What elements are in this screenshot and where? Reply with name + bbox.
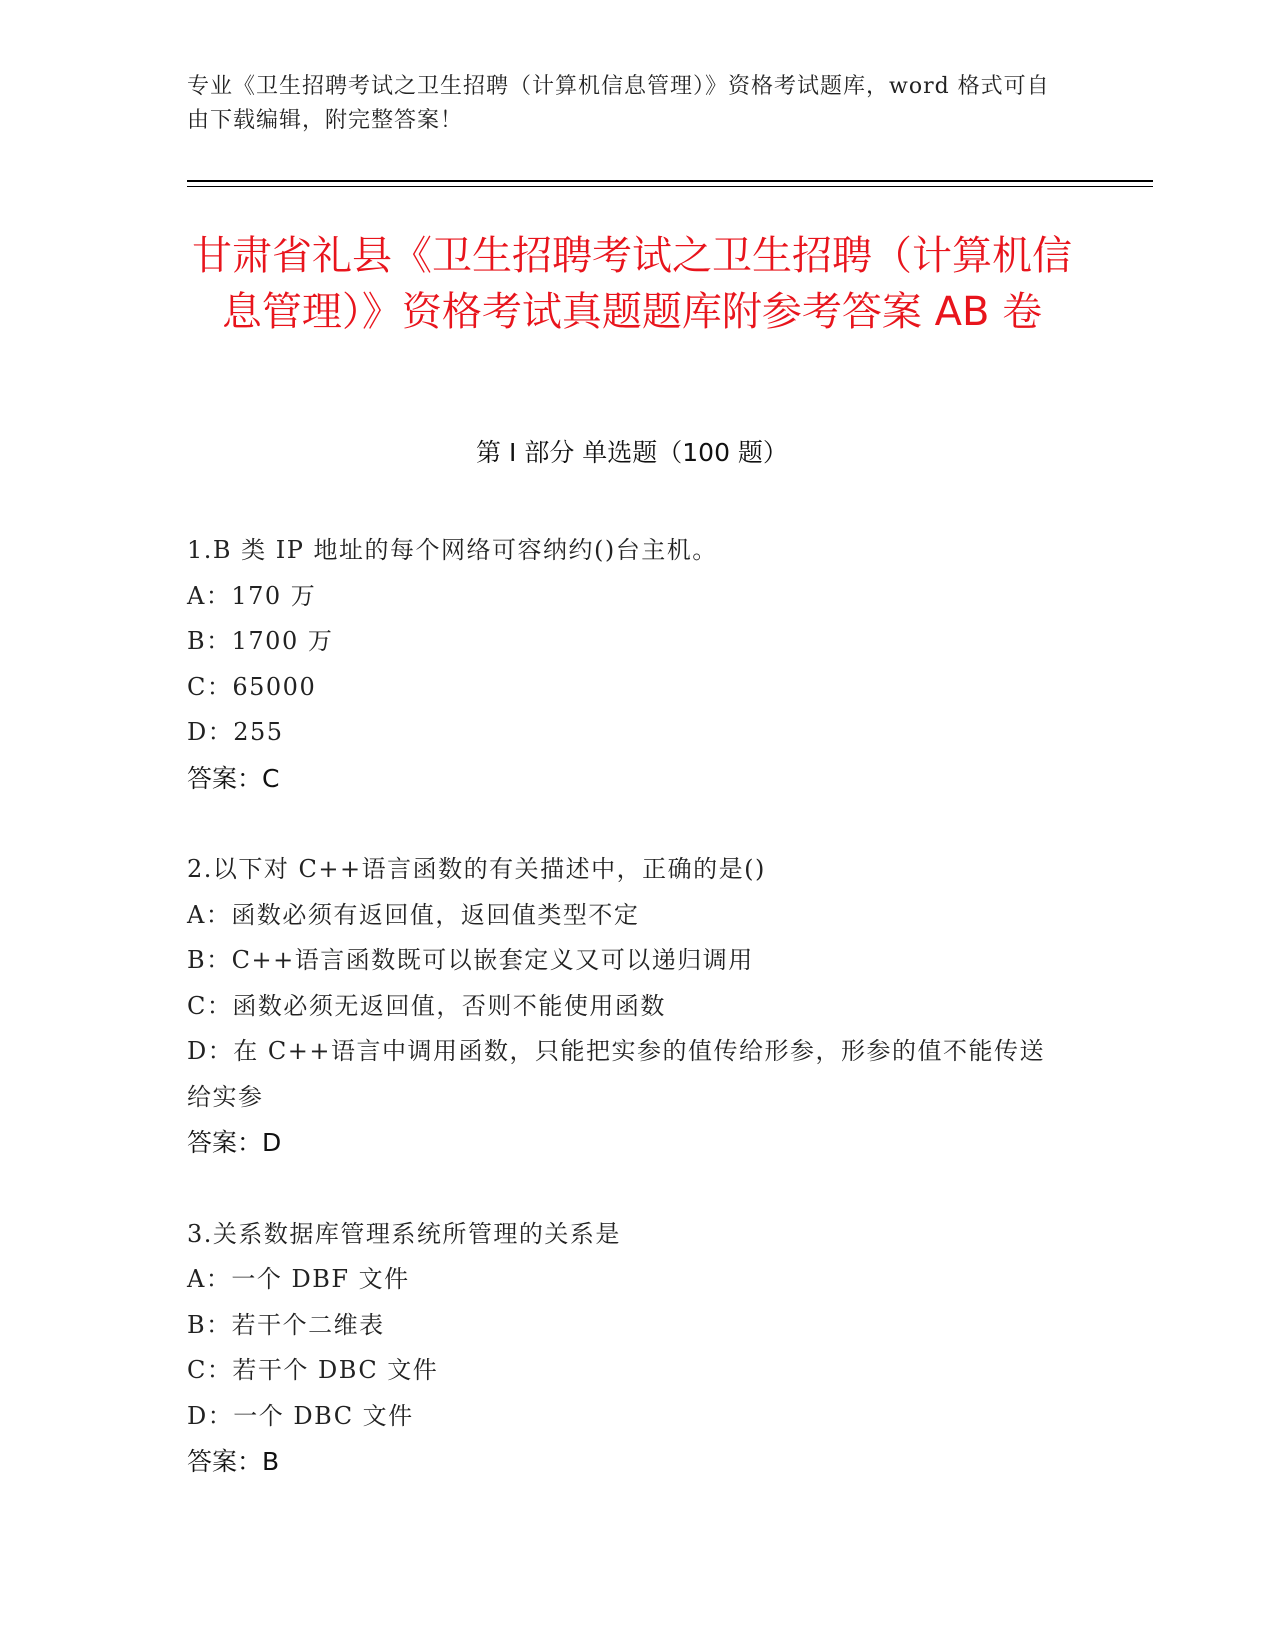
answer-line: 答案：D [187,1128,282,1157]
option-a: A：函数必须有返回值，返回值类型不定 [187,900,640,929]
question-text: 1.B 类 IP 地址的每个网络可容纳约()台主机。 [187,536,718,564]
answer-line: 答案：C [187,763,280,793]
option-b: B：若干个二维表 [187,1310,385,1339]
option-d: D：一个 DBC 文件 [187,1401,414,1430]
option-b: B：C++语言函数既可以嵌套定义又可以递归调用 [187,946,754,974]
question-item-2 [187,847,1067,1166]
question-text: 2.以下对 C++语言函数的有关描述中，正确的是() [187,855,766,883]
question-text: 3.关系数据库管理系统所管理的关系是 [187,1219,621,1248]
question-item-3 [187,1212,1067,1485]
question-item-1 [187,528,1067,801]
option-a: A：一个 DBF 文件 [187,1265,410,1293]
header-divider-thick [187,180,1153,182]
option-a: A：170 万 [187,581,317,610]
section-heading: 第 I 部分 单选题（100 题） [476,438,788,467]
header-divider-thin [187,186,1153,187]
option-c: C：函数必须无返回值，否则不能使用函数 [187,991,666,1020]
question-list [187,528,1067,1531]
option-c: C：若干个 DBC 文件 [187,1356,439,1384]
option-b: B：1700 万 [187,627,334,655]
option-c: C：65000 [187,672,317,701]
option-d: D：在 C++语言中调用函数，只能把实参的值传给形参，形参的值不能传送给实参 [187,1037,1045,1111]
answer-line: 答案：B [187,1447,280,1476]
option-d: D：255 [187,718,284,746]
header-note: 专业《卫生招聘考试之卫生招聘（计算机信息管理）》资格考试题库，word 格式可自由下载编辑，附完整答案！ [187,74,1050,133]
document-title: 甘肃省礼县《卫生招聘考试之卫生招聘（计算机信息管理）》资格考试真题题库附参考答案 AB 卷 [192,233,1072,335]
